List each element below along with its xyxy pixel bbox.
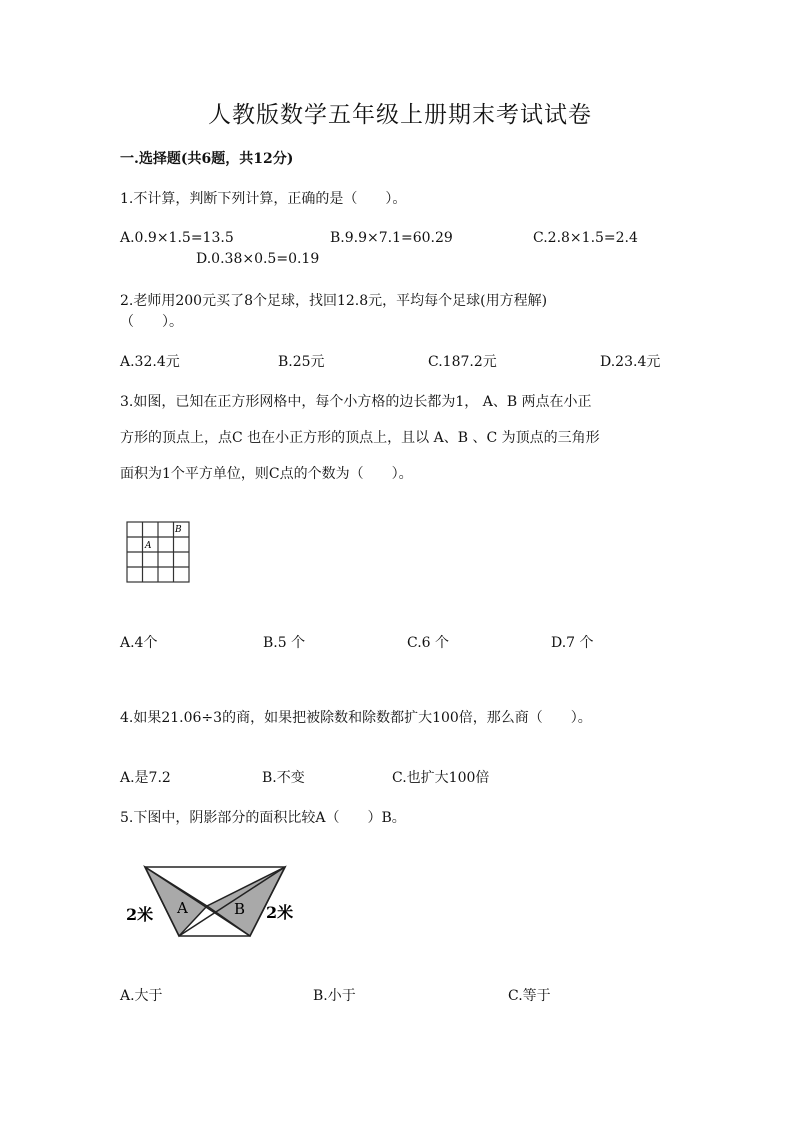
q2-option-d: D.23.4元 <box>600 354 661 370</box>
question-2-stem-line1: 2.老师用200元买了8个足球，找回12.8元，平均每个足球(用方程解) <box>120 293 548 309</box>
question-4-stem: 4.如果21.06÷3的商，如果把被除数和除数都扩大100倍，那么商（ ）。 <box>120 710 592 726</box>
question-3-stem-line3: 面积为1个平方单位，则C点的个数为（ ）。 <box>120 466 413 482</box>
q5-option-b: B.小于 <box>313 988 356 1004</box>
q5-label-b: B <box>234 900 246 918</box>
q5-trapezoid-figure <box>122 858 304 944</box>
q5-right-length: 2米 <box>266 903 294 922</box>
q1-option-d: D.0.38×0.5=0.19 <box>196 251 320 267</box>
q3-option-d: D.7 个 <box>551 635 594 651</box>
q1-option-c: C.2.8×1.5=2.4 <box>533 230 638 246</box>
q4-option-b: B.不变 <box>262 770 305 786</box>
q3-label-b: B <box>175 525 182 535</box>
q5-option-c: C.等于 <box>508 988 551 1004</box>
q3-option-b: B.5 个 <box>263 635 306 651</box>
q4-option-c: C.也扩大100倍 <box>392 770 490 786</box>
q2-option-a: A.32.4元 <box>120 354 180 370</box>
question-3-stem-line1: 3.如图，已知在正方形网格中，每个小方格的边长都为1， A、B 两点在小正 <box>120 394 592 410</box>
shaded-triangle-b <box>207 867 285 936</box>
q1-option-b: B.9.9×7.1=60.29 <box>330 230 453 246</box>
q3-option-a: A.4个 <box>120 635 158 651</box>
question-3-stem-line2: 方形的顶点上，点C 也在小正方形的顶点上，且以 A、B 、C 为顶点的三角形 <box>120 430 600 446</box>
q4-option-a: A.是7.2 <box>120 770 171 786</box>
q3-option-c: C.6 个 <box>407 635 450 651</box>
q1-option-a: A.0.9×1.5=13.5 <box>120 230 234 246</box>
q3-label-a: A <box>145 541 152 551</box>
question-1-stem: 1.不计算，判断下列计算，正确的是（ ）。 <box>120 191 407 207</box>
section-heading: 一.选择题(共6题，共12分) <box>120 151 294 167</box>
q5-left-length: 2米 <box>126 905 154 924</box>
question-2-stem-line2: （ ）。 <box>120 314 183 330</box>
q5-option-a: A.大于 <box>120 988 163 1004</box>
question-5-stem: 5.下图中，阴影部分的面积比较A（ ）B。 <box>120 810 406 826</box>
q3-grid-figure <box>125 520 191 584</box>
q2-option-c: C.187.2元 <box>428 354 497 370</box>
page-title: 人教版数学五年级上册期末考试试卷 <box>208 102 592 128</box>
q2-option-b: B.25元 <box>278 354 325 370</box>
q5-label-a: A <box>177 899 188 917</box>
